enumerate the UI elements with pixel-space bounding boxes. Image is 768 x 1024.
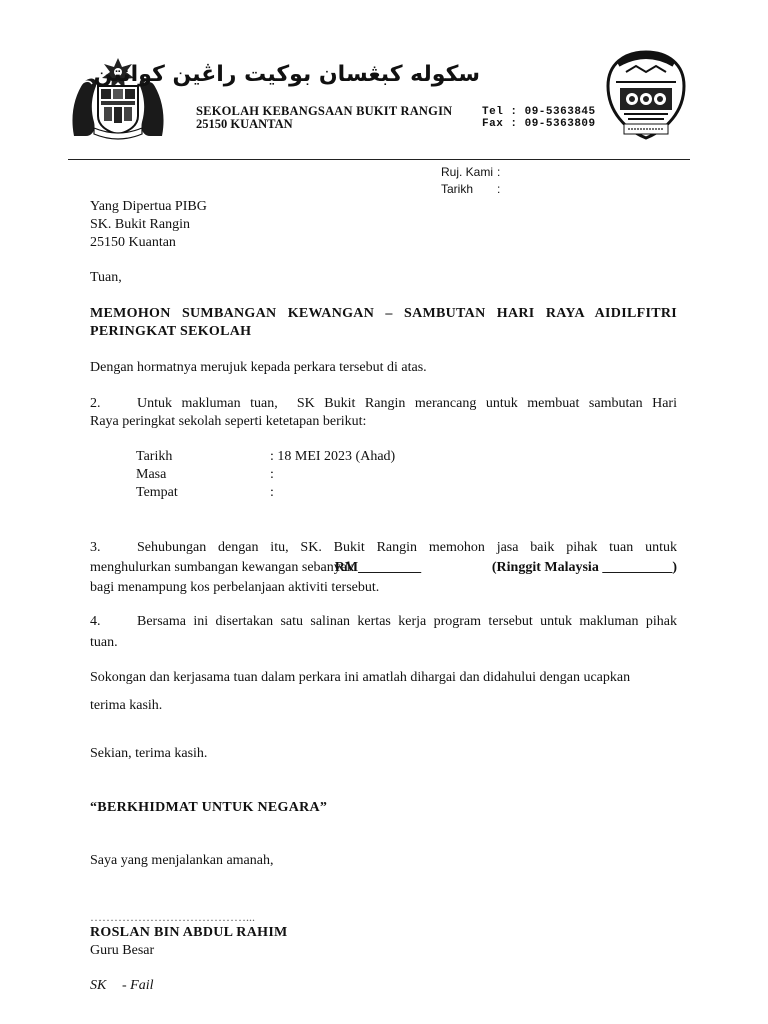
letterhead [0, 0, 768, 160]
paragraph-2 [90, 395, 677, 431]
paragraph-3-line-2: menghulurkan sumbangan kewangan sebanyak [90, 560, 354, 575]
paragraph-5-line-2: terima kasih. [90, 698, 163, 713]
fax: Fax : 09-5363809 [482, 118, 596, 130]
amount-rm: RM_________ [334, 560, 422, 575]
ruj-colon: : [497, 165, 501, 179]
school-address: 25150 KUANTAN [196, 117, 293, 131]
paragraph-4-line-2: tuan. [90, 635, 118, 650]
paragraph-1: Dengan hormatnya merujuk kepada perkara tersebut di atas. [90, 360, 427, 375]
recipient-line: 25150 Kuantan [90, 235, 176, 250]
tarikh-row [441, 181, 561, 198]
trust-statement: Saya yang menjalankan amanah, [90, 853, 274, 868]
para-number: 3. [90, 540, 101, 555]
closing-remark: Sekian, terima kasih. [90, 746, 208, 761]
cc-sk: SK [90, 978, 107, 993]
telephone: Tel : 09-5363845 [482, 106, 596, 118]
amount-ringgit: (Ringgit Malaysia __________) [491, 560, 677, 575]
cc-fail: - Fail [122, 978, 154, 993]
carbon-copy [90, 977, 154, 995]
motto: “BERKHIDMAT UNTUK NEGARA” [90, 800, 328, 815]
recipient-line: SK. Bukit Rangin [90, 217, 190, 232]
paragraph-3-line-3: bagi menampung kos perbelanjaan aktiviti tersebut. [90, 580, 380, 595]
recipient-line: Yang Dipertua PIBG [90, 199, 207, 214]
reference-block [441, 164, 561, 198]
paragraph-2-line-1: Untuk makluman tuan, SK Bukit Rangin merancang untuk membuat sambutan Hari [137, 396, 677, 411]
paragraph-3-line-1: Sehubungan dengan itu, SK. Bukit Rangin memohon jasa baik pihak tuan untuk [137, 540, 677, 555]
detail-value-tempat: : [270, 485, 274, 500]
detail-value-masa: : [270, 467, 274, 482]
paragraph-4-line-1: Bersama ini disertakan satu salinan kertas kerja program tersebut untuk makluman pihak [137, 614, 677, 629]
salutation: Tuan, [90, 270, 122, 285]
tarikh-label: Tarikh [441, 182, 474, 196]
paragraph-5-line-1: Sokongan dan kerjasama tuan dalam perkara ini amatlah dihargai dan didahului dengan ucapkan [90, 670, 631, 685]
header-divider [68, 159, 690, 160]
signer-name: ROSLAN BIN ABDUL RAHIM [90, 925, 288, 940]
para-number: 4. [90, 614, 101, 629]
school-name: SEKOLAH KEBANGSAAN BUKIT RANGIN [196, 104, 453, 118]
ruj-row [441, 164, 561, 181]
subject-line-1: MEMOHON SUMBANGAN KEWANGAN – SAMBUTAN HARI RAYA AIDILFITRI [90, 306, 677, 321]
signer-title: Guru Besar [90, 943, 155, 958]
tarikh-colon: : [497, 182, 501, 196]
event-details [136, 448, 436, 502]
paragraph-4 [90, 611, 677, 653]
subject [90, 305, 677, 341]
para-number: 2. [90, 396, 101, 411]
detail-label-tempat: Tempat [136, 485, 178, 500]
signature-dots: …………………………………... [90, 910, 255, 924]
paragraph-3 [90, 538, 677, 598]
ruj-label: Ruj. Kami [441, 165, 494, 179]
detail-label-masa: Masa [136, 467, 167, 482]
subject-line-2: PERINGKAT SEKOLAH [90, 324, 252, 339]
detail-label-tarikh: Tarikh [136, 449, 173, 464]
paragraph-5 [90, 664, 680, 720]
detail-value-tarikh: : 18 MEI 2023 (Ahad) [270, 449, 396, 464]
school-badge-logo [604, 50, 688, 142]
paragraph-2-line-2: Raya peringkat sekolah seperti ketetapan berikut: [90, 414, 367, 429]
recipient-address [90, 198, 207, 252]
jawi-school-name: سکوله کبڠسا‌ن بوکيت راڠين کوانتن [93, 62, 480, 87]
